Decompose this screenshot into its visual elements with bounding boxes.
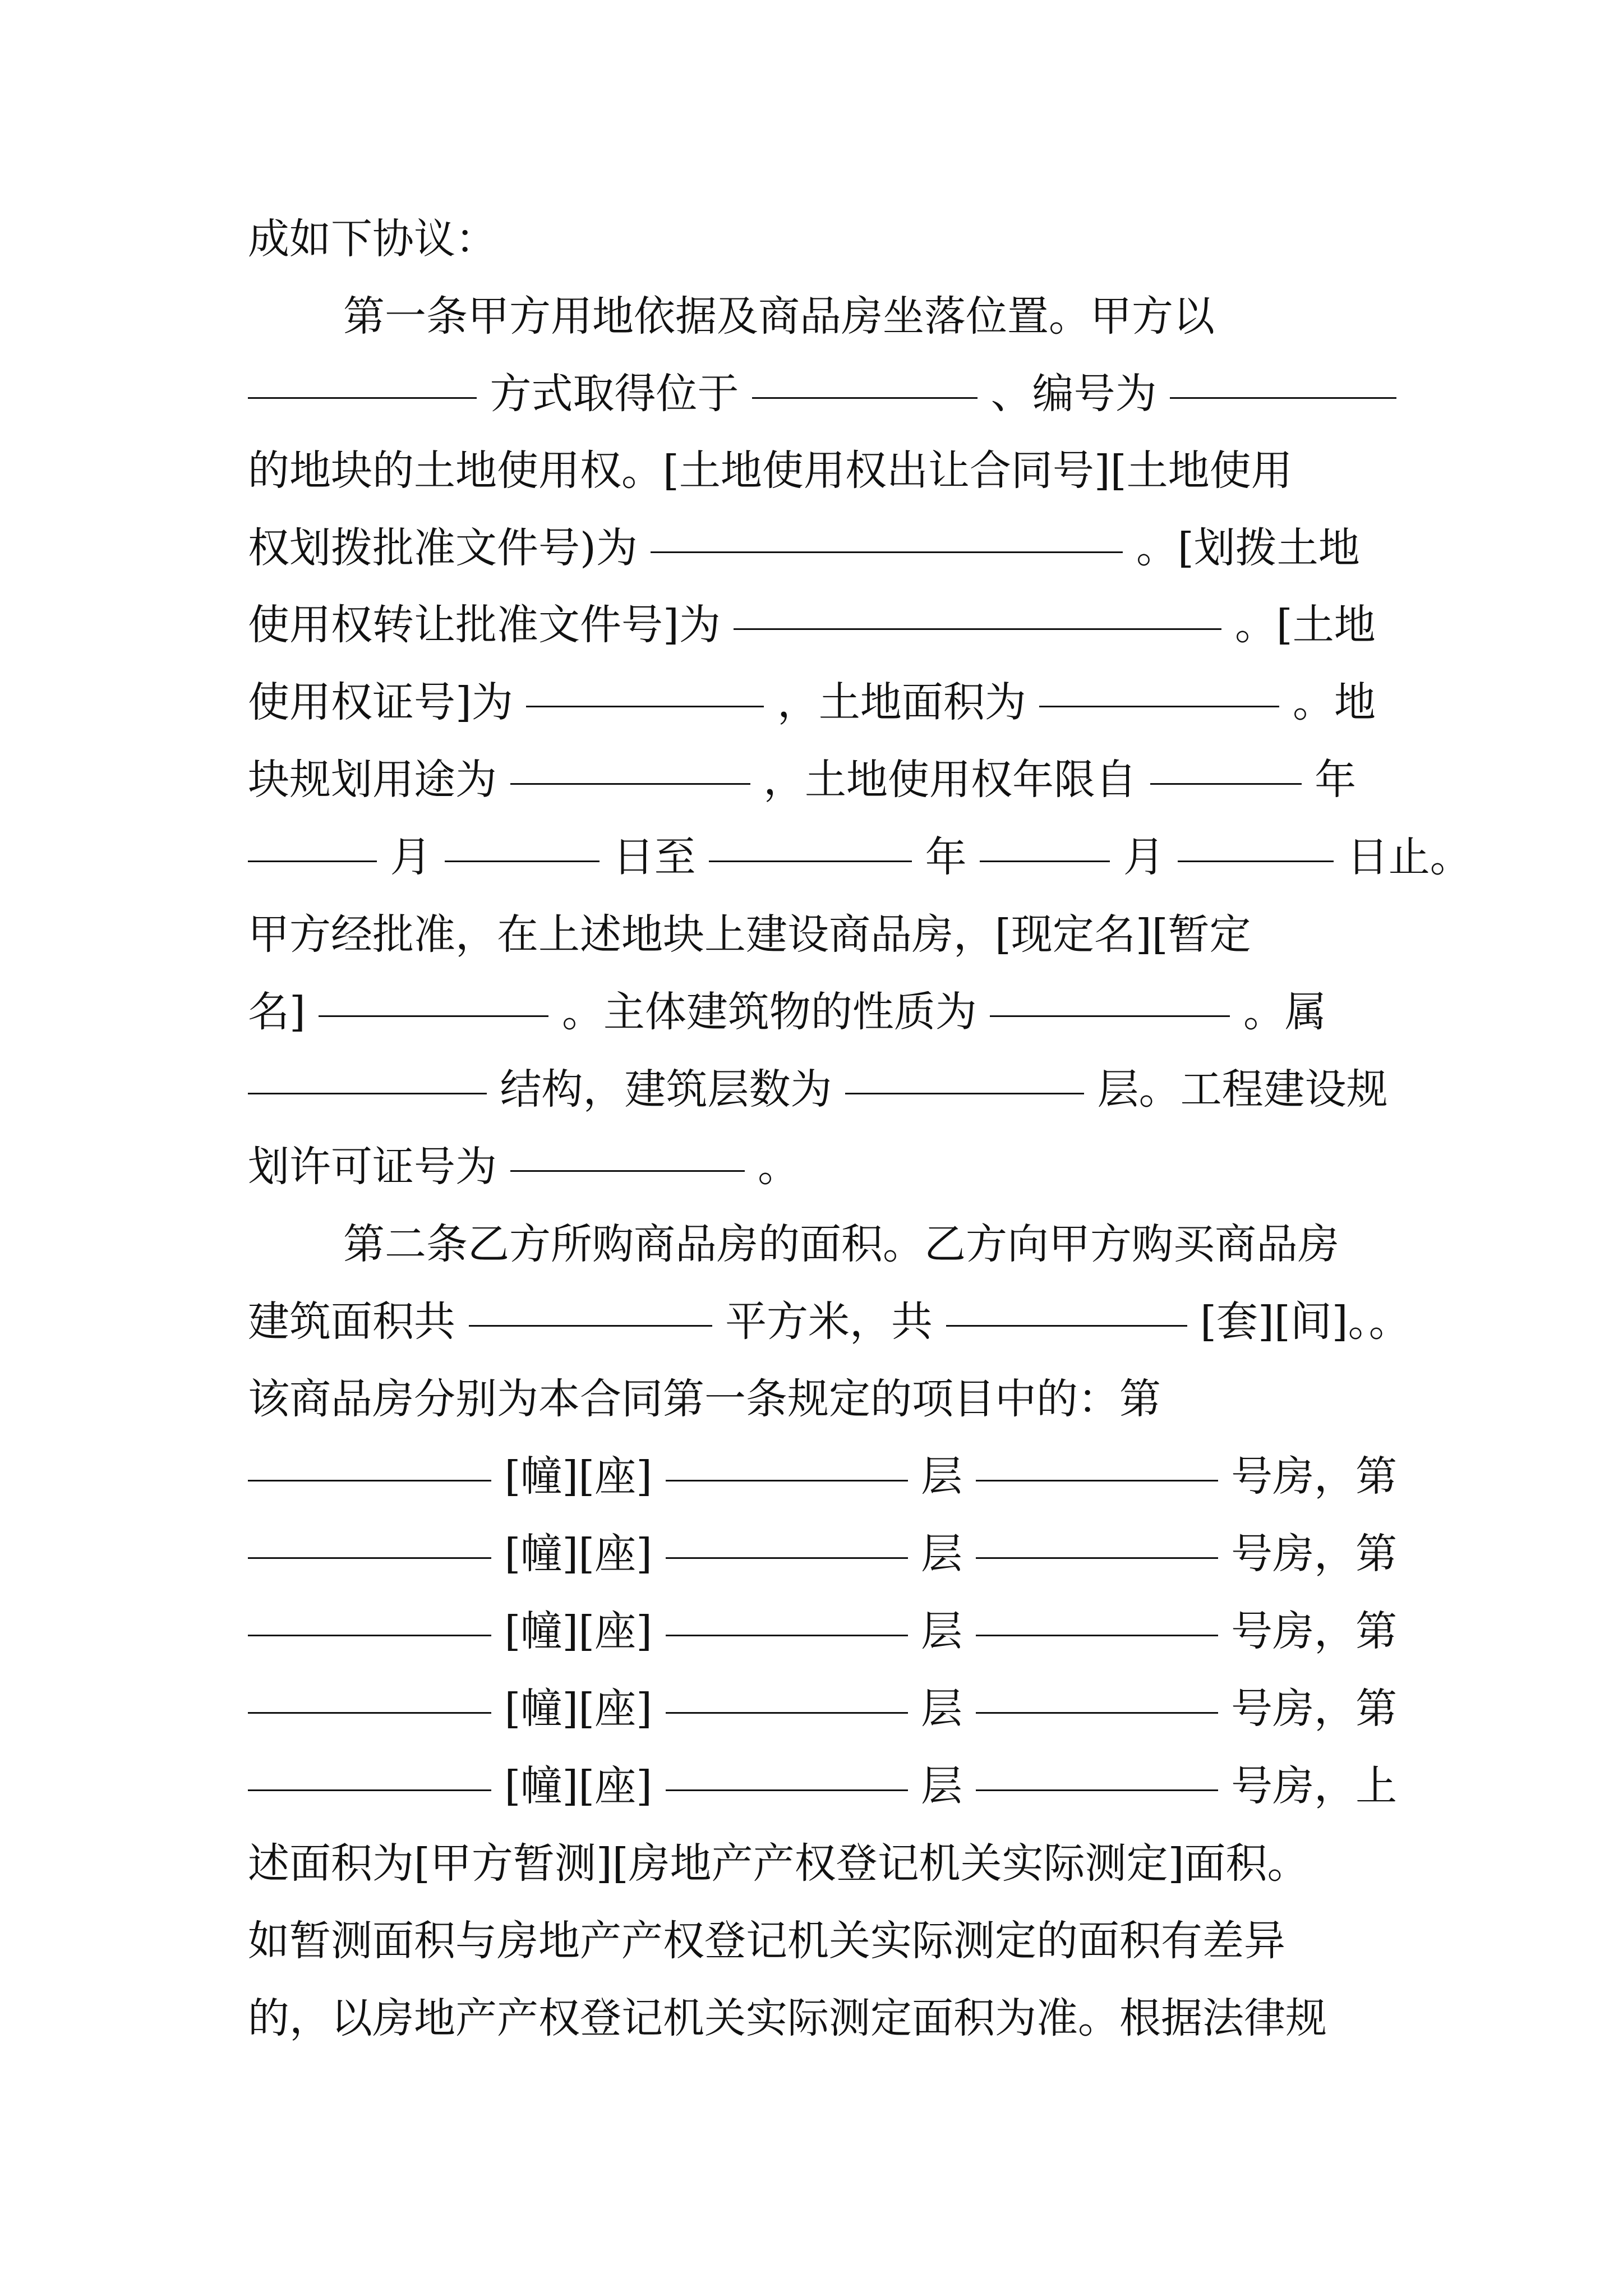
blank-term-end-month[interactable] [980,860,1110,862]
blank-land-location[interactable] [752,397,978,399]
article-2-line-2-text-2: 平方米，共 [725,1297,933,1346]
paragraph-2-line-1 [343,283,1381,350]
blank-unit-row-5-building-number[interactable] [248,1789,491,1791]
blank-unit-row-1-room-number[interactable] [976,1479,1218,1481]
article-2-heading-text: 第二条乙方所购商品房的面积。乙方向甲方购买商品房 [343,1220,1339,1268]
article-2-line-3-text: 该商品房分别为本合同第一条规定的项目中的：第 [248,1375,1161,1423]
blank-term-start-year[interactable] [1150,783,1302,785]
blank-unit-row-3-building-number[interactable] [248,1634,491,1636]
blank-unit-count[interactable] [946,1324,1187,1327]
blank-unit-row-4-room-number[interactable] [976,1711,1218,1714]
blank-unit-row-2-building-number[interactable] [248,1557,491,1559]
blank-building-floors[interactable] [845,1092,1084,1094]
blank-term-start-month[interactable] [248,860,377,862]
article-1-line-8-text-4: 月 [1123,833,1165,881]
blank-land-area[interactable] [1039,705,1279,707]
unit-row-2-floor-label: 层 [921,1530,963,1578]
article-1-line-7-text-3: 年 [1315,756,1357,804]
blank-unit-row-4-building-number[interactable] [248,1711,491,1714]
article-1-line-10-text-2: 。主体建筑物的性质为 [561,988,977,1036]
unit-row-1-room-label: 号房，第 [1231,1452,1398,1501]
article-1-line-11-text-2: 层。工程建设规 [1097,1065,1388,1114]
article-2-line-2-text-3: [套][间]。。 [1200,1297,1410,1346]
blank-unit-row-5-floor-number[interactable] [666,1789,908,1791]
blank-planning-permit-number[interactable] [510,1170,745,1172]
article-1-line-8-text-3: 年 [925,833,967,881]
article-1-line-9-text: 甲方经批准，在上述地块上建设商品房，[现定名][暂定 [248,910,1251,959]
article-1-line-2-text-1: 方式取得位于 [490,370,739,418]
article-1-line-7-text-2: ，土地使用权年限自 [763,756,1137,804]
article-1-heading-text: 第一条甲方用地依据及商品房坐落位置。甲方以 [343,292,1215,341]
blank-unit-row-2-floor-number[interactable] [666,1557,908,1559]
unit-row-2-room-label: 号房，第 [1231,1530,1398,1578]
paragraph-2-line-2 [248,360,1381,427]
article-1-line-6-text-2: ，土地面积为 [777,678,1026,726]
unit-row-1-building-label: [幢][座] [504,1452,653,1501]
blank-unit-row-2-room-number[interactable] [976,1557,1218,1559]
blank-building-area[interactable] [469,1324,712,1327]
blank-structure-type[interactable] [248,1092,487,1094]
blank-unit-row-3-floor-number[interactable] [666,1634,908,1636]
blank-term-end-day[interactable] [1178,860,1334,862]
paragraph-2-line-12 [248,1133,1381,1200]
unit-row-5 [248,1752,1398,1820]
article-1-line-11-text-1: 结构，建筑层数为 [500,1065,832,1114]
blank-unit-row-5-room-number[interactable] [976,1789,1218,1791]
article-1-line-4-text-1: 权划拨批准文件号)为 [248,524,638,572]
article-2-line-10-text: 如暂测面积与房地产产权登记机关实际测定的面积有差异 [248,1917,1285,1965]
article-1-line-12-text-1: 划许可证号为 [248,1143,497,1191]
article-1-line-7-text-1: 块规划用途为 [248,756,497,804]
unit-row-5-room-label: 号房，上 [1231,1762,1398,1810]
article-1-line-10-text-3: 。属 [1243,988,1326,1036]
article-1-line-8-text-5: 日止。 [1347,833,1472,881]
paragraph-2-line-4 [248,514,1381,582]
blank-main-building-nature[interactable] [990,1015,1230,1017]
unit-row-5-building-label: [幢][座] [504,1762,653,1810]
article-2-line-9-text: 述面积为[甲方暂测][房地产产权登记机关实际测定]面积。 [248,1839,1309,1888]
blank-land-use-certificate-number[interactable] [526,705,764,707]
article-2-line-11-text: 的，以房地产产权登记机关实际测定面积为准。根据法律规 [248,1994,1327,2042]
unit-row-4-room-label: 号房，第 [1231,1685,1398,1733]
article-1-line-12-text-2: 。 [758,1143,800,1191]
blank-land-acquisition-method[interactable] [248,397,477,399]
paragraph-3-line-1 [343,1211,1381,1278]
paragraph-3-line-11 [248,1985,1381,2052]
article-1-line-4-text-2: 。[划拨土地 [1136,524,1360,572]
paragraph-2-line-3 [248,437,1381,504]
unit-row-2 [248,1520,1398,1588]
article-1-line-6-text-3: 。地 [1293,678,1376,726]
unit-row-3-room-label: 号房，第 [1231,1607,1398,1655]
paragraph-3-line-3 [248,1365,1381,1433]
blank-land-number[interactable] [1170,397,1396,399]
paragraph-2-line-11 [248,1056,1388,1123]
article-1-line-8-text-1: 月 [390,833,432,881]
unit-row-2-building-label: [幢][座] [504,1530,653,1578]
blank-term-start-day[interactable] [445,860,600,862]
blank-unit-row-3-room-number[interactable] [976,1634,1218,1636]
article-1-line-6-text-1: 使用权证号]为 [248,678,513,726]
unit-row-3-floor-label: 层 [921,1607,963,1655]
unit-row-1 [248,1443,1398,1510]
unit-row-4 [248,1675,1398,1742]
paragraph-1-line-1 [248,205,1381,273]
unit-row-5-floor-label: 层 [921,1762,963,1810]
blank-term-end-year[interactable] [709,860,912,862]
article-1-line-10-text-1: 名] [248,988,306,1036]
article-1-line-8-text-2: 日至 [612,833,696,881]
unit-row-3-building-label: [幢][座] [504,1607,653,1655]
article-1-line-5-text-1: 使用权转让批准文件号]为 [248,601,721,649]
blank-transfer-approval-number[interactable] [734,628,1221,630]
blank-allocation-approval-number[interactable] [651,551,1123,553]
paragraph-1-text: 成如下协议： [248,215,497,263]
paragraph-2-line-5 [248,591,1381,659]
paragraph-2-line-10 [248,978,1381,1046]
paragraph-3-line-9 [248,1830,1381,1897]
unit-row-3 [248,1598,1398,1665]
article-1-line-2-text-2: 、编号为 [990,370,1157,418]
blank-project-name[interactable] [319,1015,548,1017]
paragraph-2-line-6 [248,669,1381,736]
paragraph-2-line-7 [248,746,1381,813]
article-1-line-3-text: 的地块的土地使用权。[土地使用权出让合同号][土地使用 [248,447,1293,495]
blank-unit-row-1-building-number[interactable] [248,1479,491,1481]
blank-unit-row-1-floor-number[interactable] [666,1479,908,1481]
unit-row-4-floor-label: 层 [921,1685,963,1733]
article-2-line-2-text-1: 建筑面积共 [248,1297,455,1346]
blank-land-planned-use[interactable] [510,783,750,785]
paragraph-3-line-2 [248,1288,1410,1355]
paragraph-2-line-8 [248,823,1472,891]
blank-unit-row-4-floor-number[interactable] [666,1711,908,1714]
paragraph-3-line-10 [248,1907,1381,1975]
unit-row-1-floor-label: 层 [921,1452,963,1501]
paragraph-2-line-9 [248,901,1381,968]
article-1-line-5-text-2: 。[土地 [1234,601,1376,649]
unit-row-4-building-label: [幢][座] [504,1685,653,1733]
